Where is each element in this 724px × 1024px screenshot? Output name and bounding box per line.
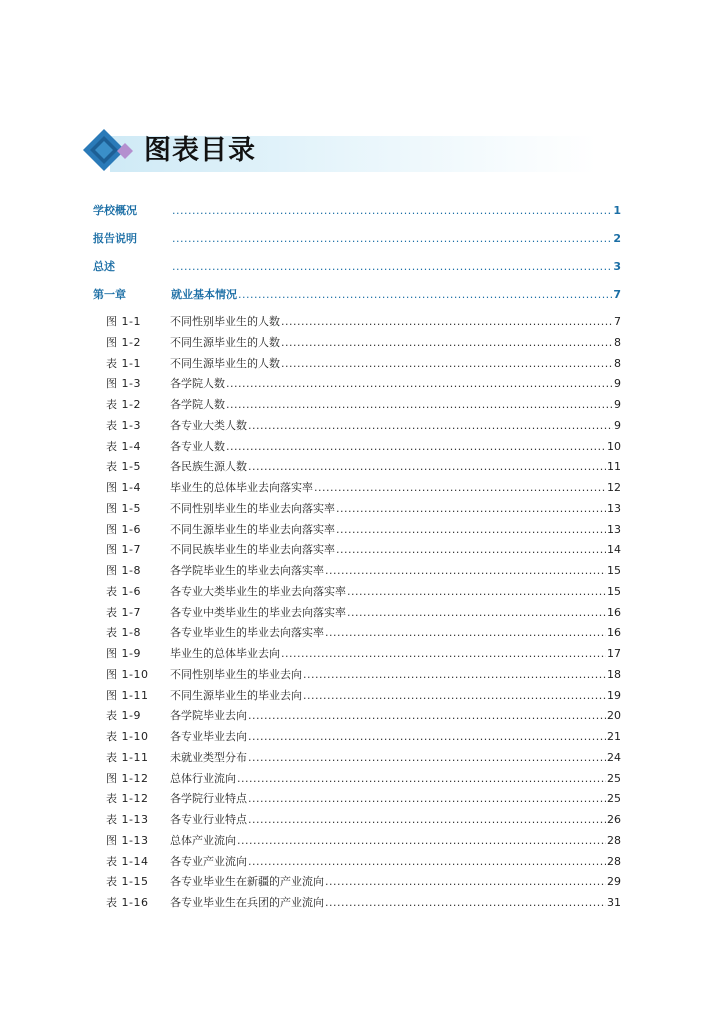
toc-figure-label: 图 1-5 bbox=[106, 502, 141, 515]
toc-page-number: 17 bbox=[607, 647, 621, 660]
toc-figure-entry[interactable] bbox=[106, 771, 621, 787]
toc-figure-title: 未就业类型分布 bbox=[170, 751, 247, 764]
toc-figure-title: 各专业中类毕业生的毕业去向落实率 bbox=[170, 606, 346, 619]
toc-figure-title: 各学院人数 bbox=[170, 377, 225, 390]
toc-dot-leader bbox=[325, 625, 606, 641]
toc-figure-label: 图 1-8 bbox=[106, 564, 141, 577]
toc-dot-leader bbox=[248, 708, 606, 724]
toc-figure-label: 图 1-6 bbox=[106, 523, 141, 536]
toc-page-number: 7 bbox=[613, 288, 621, 301]
toc-section-label: 学校概况 bbox=[93, 204, 137, 217]
toc-dot-leader bbox=[248, 812, 606, 828]
toc-figure-title: 不同生源毕业生的毕业去向 bbox=[170, 689, 302, 702]
toc-page-number: 16 bbox=[607, 606, 621, 619]
toc-dot-leader bbox=[226, 397, 613, 413]
toc-figure-label: 图 1-3 bbox=[106, 377, 141, 390]
toc-figure-entry[interactable] bbox=[106, 874, 621, 890]
toc-figure-title: 各专业毕业生在新疆的产业流向 bbox=[170, 875, 324, 888]
toc-figure-entry[interactable] bbox=[106, 708, 621, 724]
toc-page-number: 13 bbox=[607, 523, 621, 536]
toc-figure-title: 各专业大类人数 bbox=[170, 419, 247, 432]
toc-figure-label: 表 1-6 bbox=[106, 585, 141, 598]
toc-figure-entry[interactable] bbox=[106, 397, 621, 413]
toc-figure-label: 表 1-9 bbox=[106, 709, 141, 722]
toc-dot-leader bbox=[248, 750, 606, 766]
toc-figure-label: 图 1-2 bbox=[106, 336, 141, 349]
toc-dot-leader bbox=[303, 688, 606, 704]
title-banner bbox=[82, 128, 622, 174]
toc-section-entry[interactable] bbox=[93, 259, 621, 275]
toc-page-number: 14 bbox=[607, 543, 621, 556]
toc-page-number: 12 bbox=[607, 481, 621, 494]
toc-figure-entry[interactable] bbox=[106, 854, 621, 870]
toc-figure-title: 各专业毕业生的毕业去向落实率 bbox=[170, 626, 324, 639]
toc-dot-leader bbox=[248, 791, 606, 807]
toc-figure-label: 图 1-13 bbox=[106, 834, 149, 847]
toc-dot-leader bbox=[226, 439, 606, 455]
toc-dot-leader bbox=[237, 771, 606, 787]
toc-figure-title: 毕业生的总体毕业去向落实率 bbox=[170, 481, 313, 494]
toc-figure-entry[interactable] bbox=[106, 335, 621, 351]
toc-figure-label: 表 1-10 bbox=[106, 730, 149, 743]
toc-section-label: 第一章 bbox=[93, 288, 126, 301]
toc-figure-title: 不同民族毕业生的毕业去向落实率 bbox=[170, 543, 335, 556]
toc-figure-label: 表 1-2 bbox=[106, 398, 141, 411]
toc-dot-leader bbox=[347, 584, 606, 600]
toc-page-number: 9 bbox=[614, 398, 621, 411]
toc-page-number: 25 bbox=[607, 792, 621, 805]
toc-figure-entry[interactable] bbox=[106, 459, 621, 475]
toc-figure-entry[interactable] bbox=[106, 750, 621, 766]
toc-page-number: 8 bbox=[614, 336, 621, 349]
toc-figure-entry[interactable] bbox=[106, 314, 621, 330]
toc-figure-title: 不同生源毕业生的人数 bbox=[170, 357, 280, 370]
toc-figure-title: 各民族生源人数 bbox=[170, 460, 247, 473]
toc-figure-title: 总体产业流向 bbox=[170, 834, 236, 847]
toc-figure-title: 各专业人数 bbox=[170, 440, 225, 453]
toc-figure-title: 各学院人数 bbox=[170, 398, 225, 411]
toc-figure-label: 表 1-4 bbox=[106, 440, 141, 453]
toc-figure-title: 毕业生的总体毕业去向 bbox=[170, 647, 280, 660]
diamond-icon bbox=[82, 128, 138, 174]
toc-figure-entry[interactable] bbox=[106, 812, 621, 828]
toc-figure-entry[interactable] bbox=[106, 356, 621, 372]
toc-figure-entry[interactable] bbox=[106, 646, 621, 662]
toc-figure-entry[interactable] bbox=[106, 501, 621, 517]
toc-figure-title: 不同性别毕业生的毕业去向 bbox=[170, 668, 302, 681]
toc-figure-title: 各专业行业特点 bbox=[170, 813, 247, 826]
toc-dot-leader bbox=[281, 356, 613, 372]
toc-section-label: 报告说明 bbox=[93, 232, 137, 245]
toc-page-number: 7 bbox=[614, 315, 621, 328]
toc-page-number: 10 bbox=[607, 440, 621, 453]
toc-dot-leader bbox=[248, 459, 606, 475]
toc-page-number: 25 bbox=[607, 772, 621, 785]
toc-figure-entry[interactable] bbox=[106, 376, 621, 392]
toc-figure-title: 各专业产业流向 bbox=[170, 855, 247, 868]
toc-page-number: 8 bbox=[614, 357, 621, 370]
toc-figure-entry[interactable] bbox=[106, 522, 621, 538]
toc-page-number: 28 bbox=[607, 855, 621, 868]
toc-figure-label: 表 1-8 bbox=[106, 626, 141, 639]
toc-figure-label: 表 1-3 bbox=[106, 419, 141, 432]
toc-page-number: 21 bbox=[607, 730, 621, 743]
toc-dot-leader bbox=[248, 854, 606, 870]
toc-figure-entry[interactable] bbox=[106, 791, 621, 807]
toc-figure-label: 图 1-10 bbox=[106, 668, 149, 681]
toc-section-title: 就业基本情况 bbox=[171, 288, 237, 301]
toc-figure-entry[interactable] bbox=[106, 895, 621, 911]
toc-dot-leader bbox=[248, 729, 606, 745]
toc-figure-title: 各学院毕业去向 bbox=[170, 709, 247, 722]
toc-dot-leader bbox=[314, 480, 606, 496]
toc-figure-title: 各学院毕业生的毕业去向落实率 bbox=[170, 564, 324, 577]
toc-page-number: 13 bbox=[607, 502, 621, 515]
toc-page-number: 1 bbox=[613, 204, 621, 217]
toc-figure-title: 不同性别毕业生的人数 bbox=[170, 315, 280, 328]
toc-dot-leader bbox=[347, 605, 606, 621]
toc-section-entry[interactable] bbox=[93, 203, 621, 219]
toc-section-entry[interactable] bbox=[93, 231, 621, 247]
toc-page-number: 15 bbox=[607, 585, 621, 598]
toc-page-number: 28 bbox=[607, 834, 621, 847]
toc-figure-title: 不同生源毕业生的毕业去向落实率 bbox=[170, 523, 335, 536]
toc-dot-leader bbox=[281, 646, 606, 662]
toc-figure-entry[interactable] bbox=[106, 439, 621, 455]
toc-figure-entry[interactable] bbox=[106, 667, 621, 683]
toc-figure-label: 图 1-4 bbox=[106, 481, 141, 494]
toc-section-label: 总述 bbox=[93, 260, 115, 273]
toc-figure-entry[interactable] bbox=[106, 418, 621, 434]
toc-dot-leader bbox=[226, 376, 613, 392]
toc-figure-label: 图 1-7 bbox=[106, 543, 141, 556]
toc-dot-leader bbox=[325, 895, 606, 911]
toc-page-number: 9 bbox=[614, 419, 621, 432]
toc-figure-title: 不同性别毕业生的毕业去向落实率 bbox=[170, 502, 335, 515]
toc-page-number: 24 bbox=[607, 751, 621, 764]
toc-figure-label: 表 1-1 bbox=[106, 357, 141, 370]
toc-figure-label: 表 1-15 bbox=[106, 875, 149, 888]
toc-page-number: 29 bbox=[607, 875, 621, 888]
toc-page-number: 19 bbox=[607, 689, 621, 702]
toc-figure-entry[interactable] bbox=[106, 605, 621, 621]
toc-figure-entry[interactable] bbox=[106, 563, 621, 579]
toc-dot-leader bbox=[336, 522, 606, 538]
toc-figure-label: 表 1-7 bbox=[106, 606, 141, 619]
toc-dot-leader bbox=[237, 833, 606, 849]
toc-figure-title: 不同生源毕业生的人数 bbox=[170, 336, 280, 349]
toc-dot-leader bbox=[336, 542, 606, 558]
toc-dot-leader bbox=[336, 501, 606, 517]
toc-section-entry[interactable] bbox=[93, 287, 621, 303]
toc-dot-leader bbox=[172, 203, 612, 219]
toc-dot-leader bbox=[248, 418, 613, 434]
toc-figure-label: 图 1-12 bbox=[106, 772, 149, 785]
toc-figure-entry[interactable] bbox=[106, 729, 621, 745]
toc-figure-label: 表 1-11 bbox=[106, 751, 149, 764]
toc-figure-title: 各专业毕业生在兵团的产业流向 bbox=[170, 896, 324, 909]
toc-page-number: 18 bbox=[607, 668, 621, 681]
toc-figure-entry[interactable] bbox=[106, 542, 621, 558]
toc-figure-title: 总体行业流向 bbox=[170, 772, 236, 785]
toc-figure-title: 各专业毕业去向 bbox=[170, 730, 247, 743]
toc-dot-leader bbox=[238, 287, 612, 303]
toc-figure-title: 各专业大类毕业生的毕业去向落实率 bbox=[170, 585, 346, 598]
toc-dot-leader bbox=[172, 259, 612, 275]
toc-figure-label: 表 1-14 bbox=[106, 855, 149, 868]
toc-page-number: 16 bbox=[607, 626, 621, 639]
toc-figure-entry[interactable] bbox=[106, 833, 621, 849]
toc-figure-label: 表 1-16 bbox=[106, 896, 149, 909]
toc-page-number: 11 bbox=[607, 460, 621, 473]
toc-dot-leader bbox=[325, 563, 606, 579]
toc-figure-label: 图 1-11 bbox=[106, 689, 149, 702]
toc-dot-leader bbox=[281, 335, 613, 351]
toc-figure-label: 表 1-5 bbox=[106, 460, 141, 473]
toc-dot-leader bbox=[303, 667, 606, 683]
toc-page-number: 15 bbox=[607, 564, 621, 577]
toc-figure-entry[interactable] bbox=[106, 625, 621, 641]
toc-figure-label: 图 1-1 bbox=[106, 315, 141, 328]
toc-figure-entry[interactable] bbox=[106, 584, 621, 600]
toc-dot-leader bbox=[325, 874, 606, 890]
toc-figure-entry[interactable] bbox=[106, 480, 621, 496]
toc-dot-leader bbox=[172, 231, 612, 247]
toc-page-number: 2 bbox=[613, 232, 621, 245]
toc-page-number: 20 bbox=[607, 709, 621, 722]
toc-page-number: 26 bbox=[607, 813, 621, 826]
toc-figure-title: 各学院行业特点 bbox=[170, 792, 247, 805]
page-title: 图表目录 bbox=[144, 135, 256, 166]
toc-page-number: 9 bbox=[614, 377, 621, 390]
toc-page-number: 3 bbox=[613, 260, 621, 273]
toc-figure-label: 图 1-9 bbox=[106, 647, 141, 660]
toc-figure-label: 表 1-12 bbox=[106, 792, 149, 805]
toc-dot-leader bbox=[281, 314, 613, 330]
toc-figure-label: 表 1-13 bbox=[106, 813, 149, 826]
toc-page-number: 31 bbox=[607, 896, 621, 909]
toc-figure-entry[interactable] bbox=[106, 688, 621, 704]
